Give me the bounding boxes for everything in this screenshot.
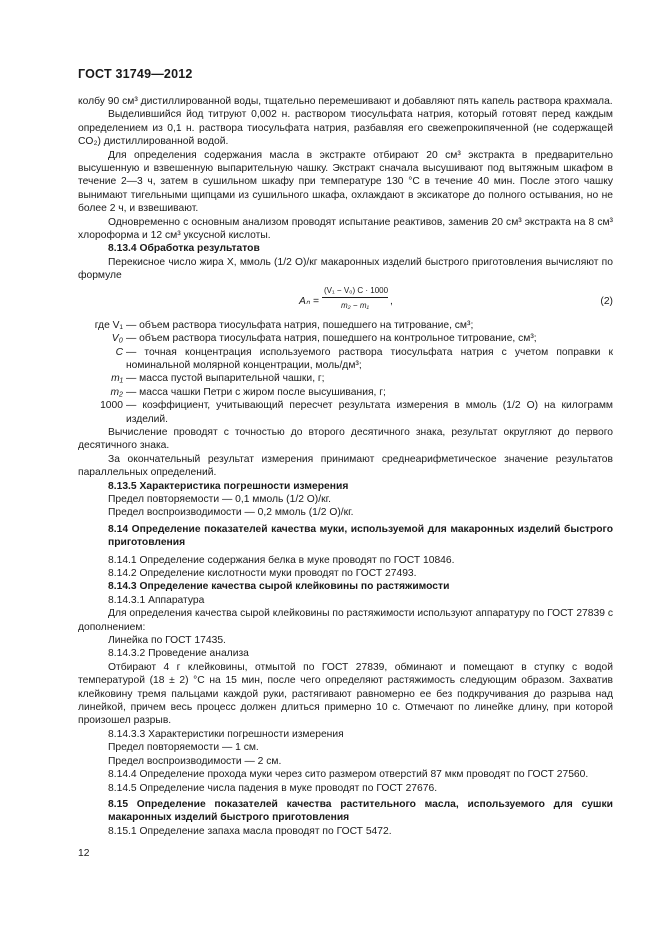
text-line: Предел повторяемости — 1 см. <box>108 742 259 754</box>
definition-text: — объем раствора тиосульфата натрия, пошедшего на титрование, см³; <box>126 319 474 331</box>
definition-symbol: m₂ <box>110 386 123 398</box>
section-heading: 8.15 Определение показателей качества растительного масла, используемого для сушки макаронных изделий быстрого приготовления <box>108 798 613 824</box>
definition-text: — объем раствора тиосульфата натрия, пошедшего на контрольное титрование, см³; <box>126 333 537 345</box>
paragraph: Отбирают 4 г клейковины, отмытой по ГОСТ 27839, обминают и помещают в ступку с водой температурой (18 ± 2) °С на 15 мин, после чего определяют растяжимость следующим образом. Захватив клейковину тремя пальцами каждой руки, растягивают равномерно ее без подкручивания до разрыва над линейкой, причем весь процесс должен длиться примерно 10 с. Отмечают по линейке длину, при которой произошел разрыв. <box>78 661 613 727</box>
formula <box>78 283 613 319</box>
paragraph: колбу 90 см³ дистиллированной воды, тщательно перемешивают и добавляют пять капель раствора крахмала. <box>78 96 613 107</box>
page-number: 12 <box>78 848 90 859</box>
definition-text: — коэффициент, учитывающий пересчет результата измерения в ммоль (1/2 О) на килограмм изделий. <box>126 400 613 425</box>
definition-text: — точная концентрация используемого раствора тиосульфата натрия с учетом поправки к номинальной молярной концентрации, моль/дм³; <box>126 346 613 371</box>
definition-item <box>78 319 613 332</box>
formula-numerator: (V₁ − V₀) C · 1000 <box>322 285 388 298</box>
text-line: 8.15.1 Определение запаха масла проводят по ГОСТ 5472. <box>108 825 392 837</box>
definition-text: — масса чашки Петри с жиром после высушивания, г; <box>126 386 386 398</box>
formula-number: (2) <box>600 295 613 307</box>
paragraph: Для определения качества сырой клейковины по растяжимости используют аппаратуру по ГОСТ 27839 с дополнением: <box>78 608 613 633</box>
text-line: Предел повторяемости — 0,1 ммоль (1/2 О)/кг. <box>108 493 331 505</box>
section-heading: 8.13.4 Обработка результатов <box>108 243 260 255</box>
text-line: 8.14.3.1 Аппаратура <box>108 594 205 606</box>
paragraph: Для определения содержания масла в экстракте отбирают 20 см³ экстракта в предварительно высушенную и взвешенную выпарительную чашку. Экстракт сначала высушивают под вытяжным шкафом в течение 2—3 ч, затем в сушильном шкафу при температуре 130 °С в течение 40 мин. После этого чашку вынимают тигельными щипцами из сушильного шкафа, охлаждают в эксикаторе до полного остывания, но не более 2 ч, и взвешивают. <box>78 149 613 215</box>
definition-item <box>78 386 613 399</box>
paragraph: Перекисное число жира X, ммоль (1/2 О)/кг макаронных изделий быстрого приготовления вычисляют по формуле <box>78 256 613 282</box>
paragraph: Одновременно с основным анализом проводят испытание реактивов, заменив 20 см³ экстракта на 8 см³ хлороформа и 12 см³ уксусной кислоты. <box>78 216 613 242</box>
definition-text: — масса пустой выпарительной чашки, г; <box>126 373 325 385</box>
definition-item <box>78 399 613 426</box>
section-heading: 8.13.5 Характеристика погрешности измерения <box>108 480 349 492</box>
definition-symbol: где V₁ <box>94 319 123 331</box>
definitions-list <box>78 319 613 426</box>
paragraph: За окончательный результат измерения принимают среднеарифметическое значение результатов параллельных определений. <box>78 453 613 479</box>
text-line: Предел воспроизводимости — 0,2 ммоль (1/2 О)/кг. <box>108 507 354 519</box>
formula-fraction <box>322 285 388 311</box>
text-line: 8.14.5 Определение числа падения в муке проводят по ГОСТ 27676. <box>108 782 438 794</box>
formula-lhs: Aₙ = <box>299 295 319 307</box>
page-body <box>78 95 613 838</box>
text-line: Линейка по ГОСТ 17435. <box>108 635 226 647</box>
definition-item <box>78 372 613 385</box>
paragraph: Выделившийся йод титруют 0,002 н. раствором тиосульфата натрия, который готовят перед каждым определением из 0,1 н. раствора тиосульфата натрия, разбавляя его свежепрокипяченной (не содержащей CO₂) дистиллированной водой. <box>78 109 613 148</box>
formula-comma: , <box>390 295 393 307</box>
text-line: 8.14.3.3 Характеристики погрешности измерения <box>108 728 344 740</box>
document-header: ГОСТ 31749—2012 <box>78 67 193 81</box>
text-line: 8.14.2 Определение кислотности муки проводят по ГОСТ 27493. <box>108 568 417 579</box>
definition-symbol: 1000 <box>100 400 123 412</box>
paragraph: Вычисление проводят с точностью до второго десятичного знака, результат округляют до первого десятичного знака. <box>78 426 613 452</box>
formula-denominator: m₂ − m₁ <box>340 300 370 310</box>
definition-item <box>78 346 613 373</box>
section-heading: 8.14 Определение показателей качества муки, используемой для макаронных изделий быстрого приготовления <box>108 523 613 549</box>
text-line: 8.14.1 Определение содержания белка в муке проводят по ГОСТ 10846. <box>108 554 455 566</box>
paragraph: 8.14.4 Определение прохода муки через сито размером отверстий 87 мкм проводят по ГОСТ 27560. <box>108 769 589 781</box>
definition-symbol: V₀ <box>111 333 123 345</box>
text-line: Предел воспроизводимости — 2 см. <box>108 755 282 767</box>
definition-symbol: m₁ <box>111 373 123 385</box>
definition-item <box>78 332 613 345</box>
definition-symbol: C <box>115 346 123 358</box>
text-line: 8.14.3.2 Проведение анализа <box>108 648 249 660</box>
section-heading: 8.14.3 Определение качества сырой клейковины по растяжимости <box>108 581 450 593</box>
